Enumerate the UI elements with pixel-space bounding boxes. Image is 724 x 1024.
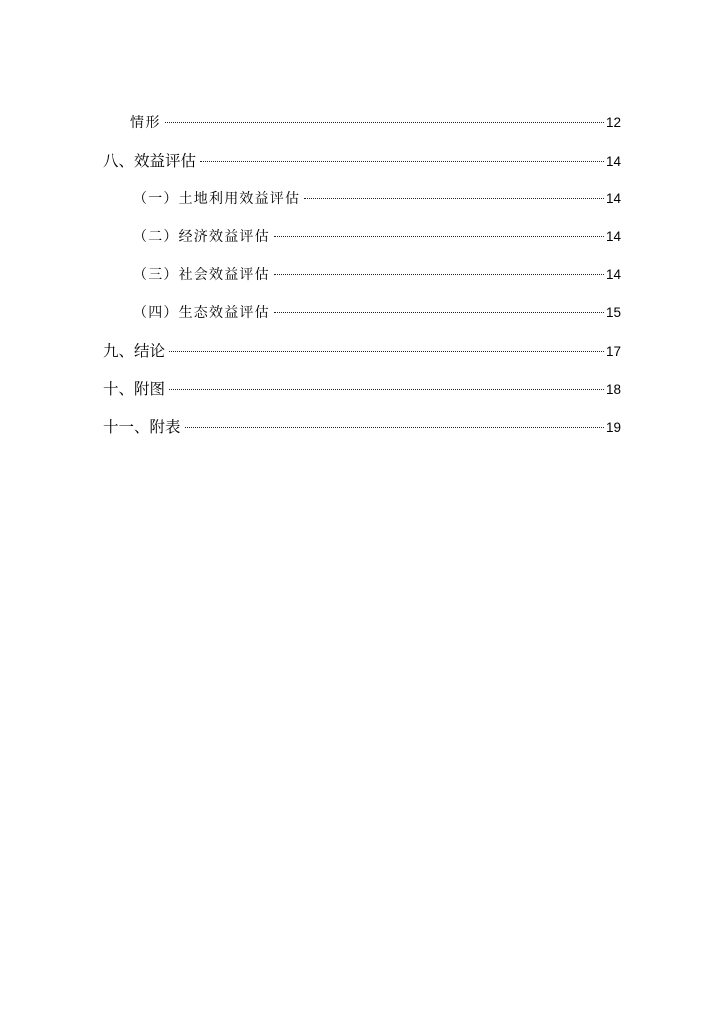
- table-of-contents: [103, 104, 621, 446]
- toc-page-number: 15: [605, 305, 621, 320]
- toc-page-number: 17: [605, 344, 621, 359]
- toc-page-number: 12: [605, 115, 621, 130]
- toc-entry-section-8-2[interactable]: [103, 218, 621, 256]
- toc-dot-leader: [169, 389, 604, 390]
- toc-dot-leader: [274, 312, 604, 313]
- toc-entry-title: 九、结论: [103, 342, 166, 360]
- toc-dot-leader: [185, 427, 604, 428]
- toc-page-number: 14: [605, 154, 621, 169]
- toc-entry-section-9[interactable]: [103, 332, 621, 370]
- toc-entry-title: 八、效益评估: [103, 152, 197, 170]
- toc-entry-title: （二）经济效益评估: [133, 229, 270, 245]
- toc-entry-title: 十一、附表: [103, 418, 181, 436]
- toc-dot-leader: [304, 198, 604, 199]
- toc-entry-section-8-4[interactable]: [103, 294, 621, 332]
- toc-entry-title: 十、附图: [103, 380, 166, 398]
- toc-entry-continued[interactable]: [103, 104, 621, 142]
- toc-entry-section-8-1[interactable]: [103, 180, 621, 218]
- toc-entry-section-11[interactable]: [103, 408, 621, 446]
- toc-entry-title: （一）土地利用效益评估: [133, 191, 301, 207]
- toc-dot-leader: [274, 274, 604, 275]
- toc-dot-leader: [274, 236, 604, 237]
- toc-page-number: 19: [605, 420, 621, 435]
- toc-page-number: 14: [605, 191, 621, 206]
- toc-entry-title: （四）生态效益评估: [133, 305, 270, 321]
- toc-dot-leader: [169, 351, 604, 352]
- toc-page-number: 14: [605, 267, 621, 282]
- toc-entry-section-8-3[interactable]: [103, 256, 621, 294]
- toc-dot-leader: [200, 161, 604, 162]
- toc-entry-title: 情形: [130, 115, 161, 131]
- toc-page-number: 18: [605, 382, 621, 397]
- toc-entry-section-10[interactable]: [103, 370, 621, 408]
- toc-entry-title: （三）社会效益评估: [133, 267, 270, 283]
- toc-entry-section-8[interactable]: [103, 142, 621, 180]
- toc-page-number: 14: [605, 229, 621, 244]
- toc-dot-leader: [165, 122, 604, 123]
